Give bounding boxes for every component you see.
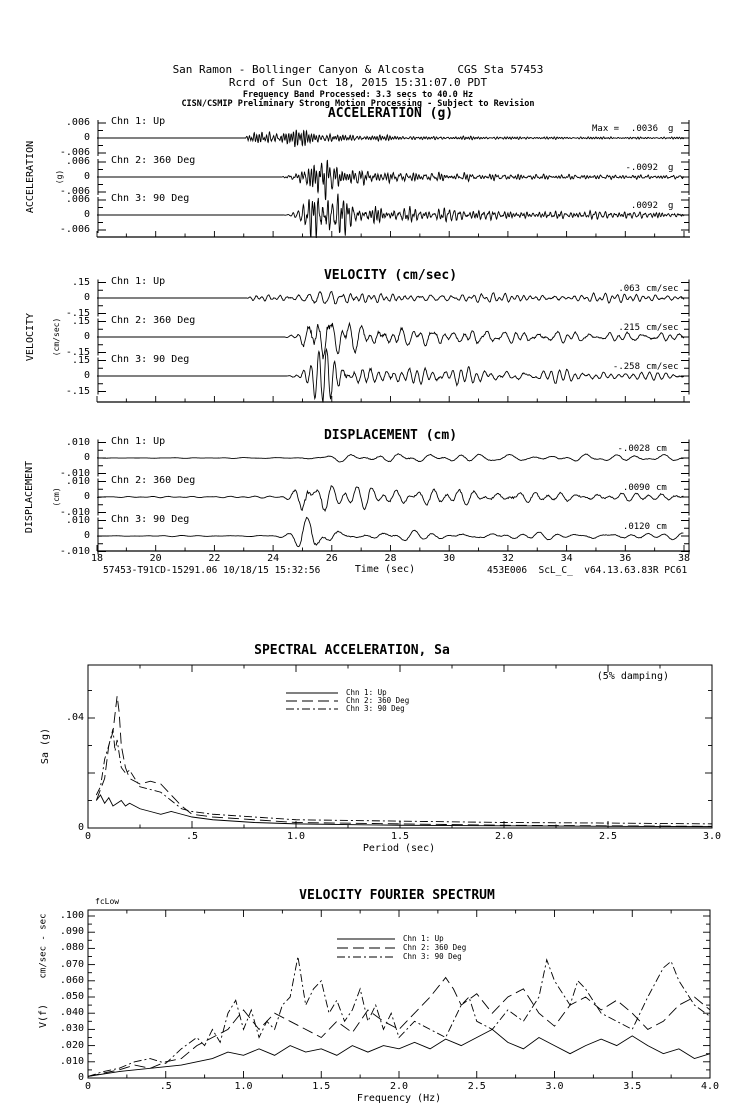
x-tick-label: 0 [84,1081,92,1092]
channel-label: Chn 3: 90 Deg [111,193,190,204]
max-unit: cm/sec [646,362,679,372]
processing-disclaimer: CISN/CSMIP Preliminary Strong Motion Processing - Subject to Revision [181,99,535,109]
max-value: -.0028 [617,444,650,454]
y-tick-label: 0 [83,331,90,342]
x-tick-label: 2.5 [467,1081,486,1092]
velocity-axis-unit: (cm/sec) [51,317,61,357]
spectral_acceleration-series-chn3 [96,729,712,824]
acceleration-panel-title: ACCELERATION (g) [327,106,454,121]
max-value: .0120 [622,522,650,532]
spectral-acceleration-title: SPECTRAL ACCELERATION, Sa [254,643,450,658]
legend-label: Chn 2: 360 Deg [346,696,410,705]
y-tick-label: .010 [65,436,90,448]
legend-label: Chn 1: Up [403,934,444,943]
channel-label: Chn 2: 360 Deg [111,155,196,166]
max-unit: cm [656,483,667,493]
x-tick-label: 2.5 [598,831,618,842]
y-tick-label: -.15 [65,385,90,397]
max-prefix: Max = [592,124,620,134]
x-tick-label: .5 [159,1081,172,1092]
max-value: .0036 [630,124,658,134]
x-tick-label: 1.0 [286,831,306,842]
velocity_fourier-series-chn1 [88,1029,710,1076]
y-tick-label: -.010 [59,545,90,557]
max-value: .0090 [622,483,650,493]
y-tick-label: -.006 [59,224,90,235]
max-value: .0092 [630,201,658,211]
x-tick-label: 3.5 [623,1081,642,1092]
y-tick-label: .15 [71,276,90,288]
y-tick-label: -.006 [59,147,90,158]
x-tick-label: 1.5 [312,1081,331,1092]
max-value: .063 [618,284,640,294]
fourier-y-axis-unit: cm/sec - sec [38,913,49,979]
x-tick-label: 20 [149,553,162,564]
x-tick-label: 36 [619,553,632,564]
max-unit: g [668,201,674,211]
legend-label: Chn 1: Up [346,688,387,697]
y-tick-label: -.15 [65,346,90,358]
y-tick-label: -.010 [59,506,90,518]
sa-y-axis-label: Sa (g) [39,727,51,765]
x-tick-label: 4.0 [700,1081,720,1092]
damping-annotation: (5% damping) [596,671,669,682]
y-tick-label: .006 [65,194,90,205]
max-unit: cm [656,522,667,532]
x-tick-label: 28 [384,553,397,564]
filter-corner-label: fcLow [95,897,120,906]
y-tick-label: .010 [59,1055,84,1067]
max-value: -.258 [612,362,640,372]
y-tick-label: -.15 [65,307,90,319]
velocity-axis-label: VELOCITY [24,312,36,362]
acceleration-axis-unit: (g) [54,169,64,185]
y-tick-label: .060 [59,974,84,986]
x-tick-label: 38 [677,553,691,564]
channel-label: Chn 3: 90 Deg [111,514,190,525]
y-tick-label: .080 [59,942,84,954]
max-value: -.0092 [625,163,658,173]
y-tick-label: 0 [83,132,90,143]
frequency-axis-label: Frequency (Hz) [356,1093,442,1104]
x-tick-label: 24 [267,553,280,564]
y-tick-label: .006 [65,156,90,167]
legend-label: Chn 3: 90 Deg [403,952,462,961]
processing-version-footer: 453E006 ScL_C_ v64.13.63.83R PC61 [487,565,688,576]
y-tick-label: 0 [83,171,90,182]
y-tick-label: 0 [83,452,90,463]
x-tick-label: 30 [443,553,456,564]
channel-label: Chn 1: Up [111,116,166,127]
x-tick-label: 1.0 [234,1081,253,1092]
y-tick-label: .15 [71,315,90,327]
channel-label: Chn 1: Up [111,276,166,287]
y-tick-label: .050 [59,991,84,1002]
max-unit: g [668,124,674,134]
x-tick-label: 18 [90,553,104,564]
displacement-axis-unit: (cm) [51,487,61,507]
y-tick-label: .090 [59,926,84,938]
x-tick-label: 2.0 [389,1081,409,1092]
legend-label: Chn 2: 360 Deg [403,943,467,952]
velocity_fourier-series-chn2 [88,978,710,1077]
x-tick-label: 3.0 [545,1081,564,1092]
max-unit: cm/sec [646,284,679,294]
y-tick-label: 0 [83,491,90,502]
channel-label: Chn 2: 360 Deg [111,315,196,326]
frequency-band-note: Frequency Band Processed: 3.3 secs to 40.0 Hz [242,90,474,100]
x-tick-label: 3.0 [702,831,722,842]
station-title: San Ramon - Bollinger Canyon & Alcosta CGS Sta 57453 [172,63,544,76]
waveform-chn1 [97,454,683,462]
fourier-spectrum-title: VELOCITY FOURIER SPECTRUM [299,888,495,903]
y-tick-label: -.006 [59,186,90,197]
x-tick-label: 22 [208,553,221,564]
spectral_acceleration-series-chn2 [96,696,712,826]
fourier-y-axis-label: V(f) [37,1003,49,1029]
y-tick-label: 0 [83,292,90,303]
y-tick-label: .070 [59,958,84,970]
velocity-panel-title: VELOCITY (cm/sec) [323,268,458,283]
y-tick-label: .030 [59,1023,84,1035]
y-tick-label: 0 [83,370,90,381]
y-tick-label: .020 [59,1039,84,1051]
x-tick-label: 34 [560,553,573,564]
displacement-panel-title: DISPLACEMENT (cm) [323,428,458,443]
y-tick-label: 0 [83,209,90,220]
spectral_acceleration-series-chn1 [96,795,712,827]
x-tick-label: 26 [325,553,338,564]
channel-label: Chn 3: 90 Deg [111,354,190,365]
y-tick-label: 0 [77,1072,84,1083]
x-tick-label: 0 [84,831,92,842]
max-value: .215 [618,323,640,333]
y-tick-label: 0 [77,822,84,833]
record-id-footer: 57453-T91CD-15291.06 10/18/15 15:32:56 [103,565,321,576]
y-tick-label: .006 [65,117,90,128]
max-unit: cm/sec [646,323,679,333]
channel-label: Chn 1: Up [111,436,166,447]
y-tick-label: 0 [83,530,90,541]
acceleration-axis-label: ACCELERATION [24,140,36,214]
y-tick-label: .100 [59,910,84,921]
max-unit: g [668,163,674,173]
x-tick-label: 32 [501,553,514,564]
x-tick-label: 2.0 [494,831,514,842]
y-tick-label: .04 [65,712,84,723]
y-tick-label: .010 [65,514,90,526]
x-tick-label: 1.5 [390,831,410,842]
period-axis-label: Period (sec) [362,843,436,854]
y-tick-label: .040 [59,1007,84,1019]
max-unit: cm [656,444,667,454]
chart-frame [88,910,710,1078]
chart-frame [88,665,712,828]
y-tick-label: -.010 [59,467,90,479]
time-axis-label: Time (sec) [354,564,416,575]
x-tick-label: .5 [185,831,199,842]
legend-label: Chn 3: 90 Deg [346,704,405,713]
y-tick-label: .15 [71,354,90,366]
y-tick-label: .010 [65,475,90,487]
channel-label: Chn 2: 360 Deg [111,475,196,486]
record-datetime: Rcrd of Sun Oct 18, 2015 15:31:07.0 PDT [228,76,488,89]
displacement-axis-label: DISPLACEMENT [23,460,35,534]
